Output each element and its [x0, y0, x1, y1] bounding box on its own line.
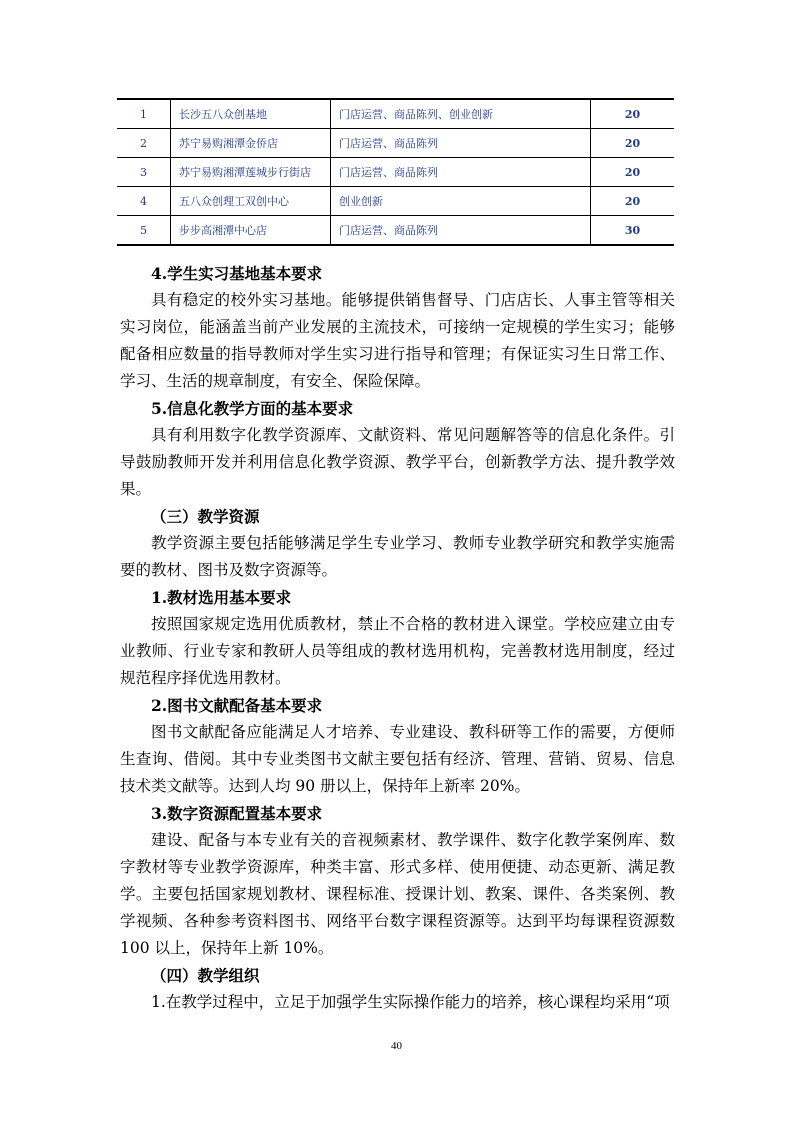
section-heading: 5.信息化教学方面的基本要求 — [151, 399, 354, 418]
base-name: 长沙五八众创基地 — [171, 99, 331, 129]
paragraph: 1.在教学过程中，立足于加强学生实际操作能力的培养，核心课程均采用“项 — [151, 993, 670, 1011]
base-name: 五八众创理工双创中心 — [171, 187, 331, 216]
base-name: 苏宁易购湘潭莲城步行街店 — [171, 158, 331, 187]
table-row — [117, 187, 674, 216]
base-function: 门店运营、商品陈列 — [331, 216, 591, 246]
base-capacity: 20 — [591, 129, 675, 158]
paragraph: 具有稳定的校外实习基地。能够提供销售督导、门店店长、人事主管等相关实习岗位，能涵盖当前产业发展的主流技术，可接纳一定规模的学生实习；能够配备相应数量的指导教师对学生实习进行指导和管理；有保证实习生日常工作、学习、生活的规章制度，有安全、保险保障。 — [120, 291, 675, 390]
table-row — [117, 129, 674, 158]
section-heading: 1.教材选用基本要求 — [151, 588, 292, 607]
table-row — [117, 216, 674, 246]
table-row — [117, 99, 674, 129]
paragraph: 图书文献配备应能满足人才培养、专业建设、教科研等工作的需要，方便师生查询、借阅。其中专业类图书文献主要包括有经济、管理、营销、贸易、信息技术类文献等。达到人均 90 册以上，保持年上新率 20%。 — [120, 723, 675, 795]
section-heading: 3.数字资源配置基本要求 — [151, 804, 323, 823]
section-heading: （四）教学组织 — [151, 966, 260, 985]
table-row — [117, 158, 674, 187]
base-function: 门店运营、商品陈列、创业创新 — [331, 99, 591, 129]
base-capacity: 30 — [591, 216, 675, 246]
base-name: 苏宁易购湘潭金侨店 — [171, 129, 331, 158]
row-number: 4 — [117, 187, 171, 216]
practice-base-table — [117, 98, 674, 246]
paragraph: 具有利用数字化教学资源库、文献资料、常见问题解答等的信息化条件。引导鼓励教师开发并利用信息化教学资源、教学平台，创新教学方法、提升教学效果。 — [120, 426, 675, 498]
section-heading: （三）教学资源 — [151, 507, 260, 526]
base-function: 创业创新 — [331, 187, 591, 216]
body-text — [120, 260, 675, 1016]
base-function: 门店运营、商品陈列 — [331, 129, 591, 158]
paragraph: 按照国家规定选用优质教材，禁止不合格的教材进入课堂。学校应建立由专业教师、行业专家和教研人员等组成的教材选用机构，完善教材选用制度，经过规范程序择优选用教材。 — [120, 615, 675, 687]
section-heading: 2.图书文献配备基本要求 — [151, 696, 323, 715]
page-number: 40 — [391, 1040, 402, 1052]
base-capacity: 20 — [591, 158, 675, 187]
base-name: 步步高湘潭中心店 — [171, 216, 331, 246]
paragraph: 建设、配备与本专业有关的音视频素材、教学课件、数字化教学案例库、数字教材等专业教学资源库，种类丰富、形式多样、使用便捷、动态更新、满足教学。主要包括国家规划教材、课程标准、授课计划、教案、课件、各类案例、教学视频、各种参考资料图书、网络平台数字课程资源等。达到平均每课程资源数 100 以上，保持年上新 10%。 — [120, 831, 675, 957]
base-capacity: 20 — [591, 187, 675, 216]
row-number: 1 — [117, 99, 171, 129]
row-number: 5 — [117, 216, 171, 246]
section-heading: 4.学生实习基地基本要求 — [151, 264, 323, 283]
paragraph: 教学资源主要包括能够满足学生专业学习、教师专业教学研究和教学实施需要的教材、图书及数字资源等。 — [120, 534, 675, 579]
base-function: 门店运营、商品陈列 — [331, 158, 591, 187]
row-number: 2 — [117, 129, 171, 158]
base-capacity: 20 — [591, 99, 675, 129]
row-number: 3 — [117, 158, 171, 187]
